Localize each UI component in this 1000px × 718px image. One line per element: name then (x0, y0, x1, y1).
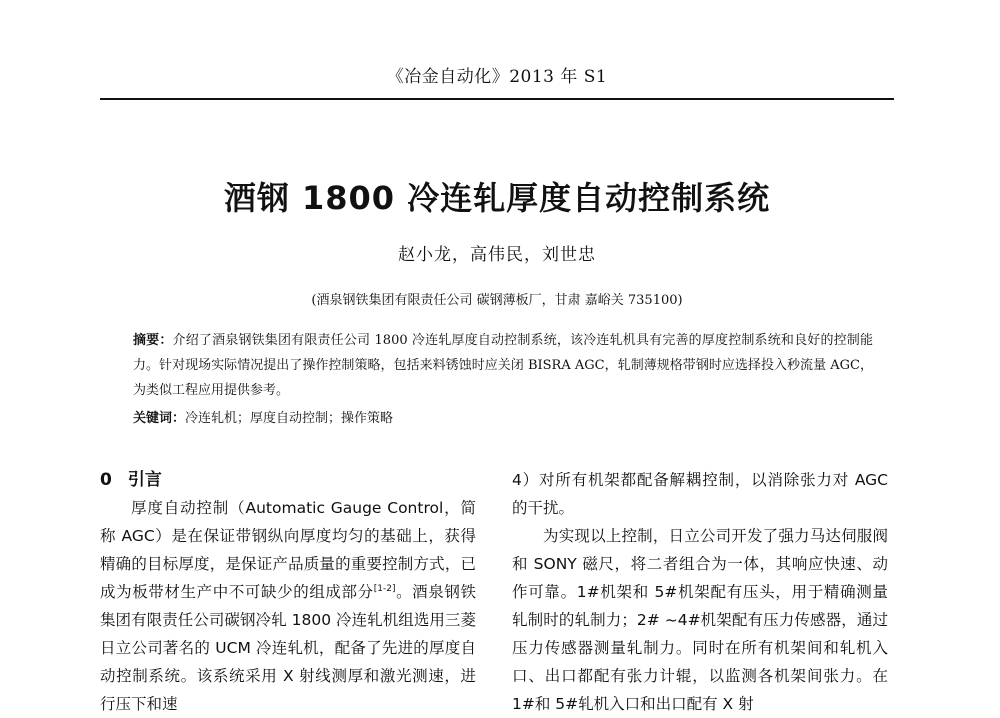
intro-text-part2: 。酒泉钢铁集团有限责任公司碳钢冷轧 1800 冷连轧机组选用三菱日立公司著名的 UCM 冷连轧机，配备了先进的厚度自动控制系统。该系统采用 X 射线测厚和激光测速，进行压下和速 (100, 583, 476, 713)
header-rule (100, 98, 894, 100)
right-column (512, 466, 888, 718)
section-title: 引言 (127, 470, 162, 490)
decoupling-paragraph: 4）对所有机架都配备解耦控制，以消除张力对 AGC 的干扰。 (512, 471, 888, 517)
section-number: 0 (100, 470, 112, 490)
keywords (133, 406, 873, 431)
intro-text-part1: 厚度自动控制（Automatic Gauge Control，简称 AGC）是在保证带钢纵向厚度均匀的基础上，获得精确的目标厚度，是保证产品质量的重要控制方式，已成为板带材生产中不可缺少的组成部分 (100, 499, 476, 601)
citation-ref: [1-2] (373, 583, 396, 594)
article-affiliation: (酒泉钢铁集团有限责任公司 碳钢薄板厂，甘肃 嘉峪关 735100) (311, 293, 683, 308)
running-header: 《冶金自动化》2013 年 S1 (386, 67, 608, 87)
keywords-label: 关键词： (133, 411, 186, 426)
hardware-paragraph: 为实现以上控制，日立公司开发了强力马达伺服阀和 SONY 磁尺，将二者组合为一体，其响应快速、动作可靠。1#机架和 5#机架配有压头，用于精确测量轧制时的轧制力；2# ~4#机架配有压力传感器，通过压力传感器测量轧制力。同时在所有机架间和轧机入口、出口都配有张力计辊，以监测各机架间张力。在 1#和 5#轧机入口和出口配有 X 射 (512, 527, 888, 713)
article-authors: 赵小龙，高伟民，刘世忠 (398, 245, 596, 265)
abstract (133, 328, 873, 403)
article-title: 酒钢 1800 冷连轧厚度自动控制系统 (223, 179, 771, 217)
intro-paragraph (100, 494, 476, 718)
abstract-text: 介绍了酒泉钢铁集团有限责任公司 1800 冷连轧厚度自动控制系统，该冷连轧机具有完善的厚度控制系统和良好的控制能力。针对现场实际情况提出了操作控制策略，包括来料锈蚀时应关闭 BISRA AGC，轧制薄规格带钢时应选择投入秒流量 AGC，为类似工程应用提供参考。 (133, 333, 873, 398)
keywords-text: 冷连轧机；厚度自动控制；操作策略 (185, 411, 394, 426)
left-column (100, 466, 476, 718)
abstract-label: 摘要： (133, 333, 173, 348)
section-heading (100, 466, 476, 494)
